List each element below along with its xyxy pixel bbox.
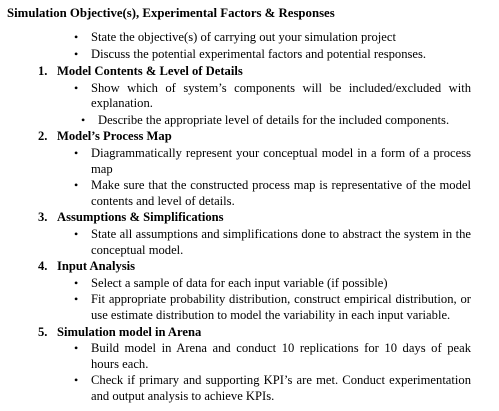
bullet-icon: • xyxy=(74,80,79,95)
list-item xyxy=(0,341,499,372)
bullet-text: Diagrammatically represent your conceptual model in a form of a process map xyxy=(91,145,471,176)
bullet-icon: • xyxy=(74,145,79,160)
bullet-text: State the objective(s) of carrying out your simulation project xyxy=(91,30,396,44)
bullet-text: Describe the appropriate level of details for the included components. xyxy=(98,112,450,127)
section-heading-text: Model Contents & Level of Details xyxy=(57,64,243,78)
list-item xyxy=(0,373,499,404)
bullet-icon: • xyxy=(81,112,86,127)
section-heading-text: Model’s Process Map xyxy=(57,129,172,144)
section-assumptions xyxy=(0,210,499,258)
section-number: 2. xyxy=(38,129,48,144)
section-heading xyxy=(0,129,499,145)
section-heading xyxy=(0,259,499,275)
bullet-text: Make sure that the constructed process map is representative of the model contents and level of details. xyxy=(91,178,471,208)
section-input-analysis xyxy=(0,259,499,323)
bullet-icon: • xyxy=(74,178,79,193)
section-simulation-model xyxy=(0,325,499,405)
intro-bullet-list xyxy=(0,30,499,63)
bullet-text: Build model in Arena and conduct 10 replications for 10 days of peak hours each. xyxy=(91,341,471,371)
section-heading-text: Input Analysis xyxy=(57,259,136,274)
section-heading xyxy=(0,210,499,226)
numbered-section-list xyxy=(0,64,499,405)
section-number: 4. xyxy=(38,259,48,274)
section-heading-text: Simulation model in Arena xyxy=(57,324,202,339)
list-item xyxy=(0,146,499,177)
list-item xyxy=(0,47,499,63)
bullet-text: Fit appropriate probability distribution, construct empirical distribution, or use estimate distribution to model the variability in each input variable. xyxy=(91,292,471,322)
list-item xyxy=(0,178,499,209)
section-number: 3. xyxy=(38,210,48,225)
list-item xyxy=(0,276,499,292)
section-number: 1. xyxy=(38,64,48,78)
section-process-map xyxy=(0,129,499,209)
list-item xyxy=(0,113,499,129)
bullet-icon: • xyxy=(74,30,79,44)
section-heading-text: Assumptions & Simplifications xyxy=(57,210,224,225)
section-heading xyxy=(0,64,499,80)
section-number: 5. xyxy=(38,324,48,339)
bullet-icon: • xyxy=(74,341,79,356)
list-item xyxy=(0,81,499,112)
bullet-icon: • xyxy=(74,292,79,307)
section-heading xyxy=(0,325,499,341)
section-model-contents xyxy=(0,64,499,128)
list-item xyxy=(0,292,499,323)
bullet-icon: • xyxy=(74,373,79,388)
bullet-text: Select a sample of data for each input variable (if possible) xyxy=(91,275,388,290)
bullet-text: State all assumptions and simplifications done to abstract the system in the conceptual model. xyxy=(91,226,471,257)
bullet-icon: • xyxy=(74,46,79,61)
bullet-text: Discuss the potential experimental factors and potential responses. xyxy=(91,46,427,61)
document-title: Simulation Objective(s), Experimental Factors & Responses xyxy=(7,6,335,20)
bullet-icon: • xyxy=(74,275,79,290)
bullet-text: Show which of system’s components will be included/excluded with explanation. xyxy=(91,80,471,111)
list-item xyxy=(0,227,499,258)
bullet-text: Check if primary and supporting KPI’s are met. Conduct experimentation and output analysis to achieve KPIs. xyxy=(91,373,471,403)
list-item xyxy=(0,30,499,46)
bullet-icon: • xyxy=(74,226,79,241)
